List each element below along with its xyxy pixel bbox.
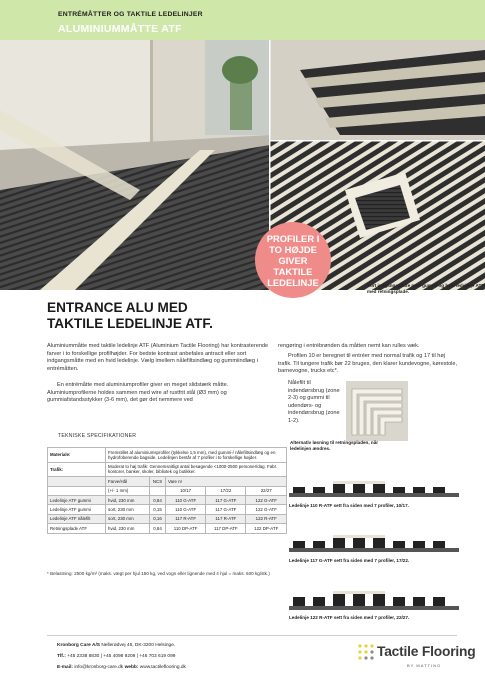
spec-cell: 110 G-ATF [166,495,206,504]
spec-cell: hvid, 230 mm [106,495,150,504]
spec-subheader: 22/27 [246,486,287,495]
corner-profile-image [346,381,408,441]
spec-cell: sort, 230 mm [106,514,150,523]
tactile-flooring-logo-icon [357,643,375,661]
spec-cell: 0,15 [150,505,166,514]
spec-cell: 122 G-ATF [246,495,287,504]
header-banner [0,0,485,40]
footer-email-label: E-mail: [57,665,73,670]
spec-cell: Retningsplade ATF [48,524,106,533]
spec-cell: 117 G-ATF [206,495,246,504]
spec-data-row [48,524,287,533]
spec-cell: 122 G-ATF [246,505,287,514]
footer-web-link[interactable]: www.tactileflooring.dk [139,665,186,670]
spec-footnote: * Belastning: 2500 kg/m² (maks. vægt per hjul 150 kg, ved vogn eller lignende med 4 hjul = maks. 600 kg/stk.) [47,571,270,576]
footer-web-label: webb: [124,665,139,670]
spec-cell: sort, 230 mm [106,505,150,514]
spec-cell: 117 R-ATF [166,514,206,523]
brand-subline: BY MATTING [407,663,442,668]
body-paragraph: Nålefilt til indendørsbrug (zone 2-3) og gummi til udendørs- og indendørsbrug (zone 1-2). [288,380,340,424]
profile-caption: Ledelinje 122 R-ATF sett fra siden med 7 profiler, 22/27. [289,615,410,620]
badge-line: LEDELINJE [267,276,319,288]
badge-line: TAKTILE [273,265,313,277]
spec-row [48,462,287,477]
spec-cell: 122 R-ATF [246,514,287,523]
footer-contact-line [57,665,186,671]
footer-tel-label: Tlf.: [57,654,66,659]
footer-company: Kronborg Care A/S [57,643,100,648]
spec-subheader: 17/22 [206,486,246,495]
spec-cell [48,477,106,486]
spec-label: Materiale: [48,448,106,463]
spec-cell: 117 G-ATF [206,505,246,514]
spec-header: Vare nr [166,477,287,486]
spec-cell: Ledelinje ATF gummi [48,495,106,504]
header-title: ENTRÉMÅTTER OG TAKTILE LEDELINJER [58,11,203,18]
spec-data-row [48,495,287,504]
spec-cell [150,486,166,495]
badge-line: PROFILER I [266,232,320,244]
brand-name: Tactile Flooring [377,644,476,659]
spec-label: Trafik: [48,462,106,477]
spec-cell [48,486,106,495]
spec-subheader-row [48,486,287,495]
spec-header: NCS [150,477,166,486]
spec-cell: 0,84 [150,495,166,504]
spec-data-row [48,505,287,514]
footer-tel: +45 2338 8830 | +45 4098 9209 | +46 703 619 099 [67,654,176,659]
profile-diagram-10-17 [289,479,459,503]
photo-caption: Sort indgangsmåtte med gummi og hvid ledelinje ATF med retningsplade. [367,283,485,294]
badge-line: TO HØJDE [269,243,317,255]
spec-subheader: 10/17 [166,486,206,495]
spec-data-row [48,514,287,523]
body-paragraph: En entrémåtte med aluminiumprofiler giver en meget slidstærk måtte. Aluminiumprofilerne holdes sammen med wire af rustfrit stål (Ø3 mm) og gummiafstandsstykker (3-6 mm), det gør det nemmere ved [47,382,229,404]
profile-diagram-22-27 [289,591,459,615]
spec-row [48,448,287,463]
spec-value: Fremstillet af aluminiumsprofiler (tykkelse 1,5 mm), med gummi-/ nålefiltsindlæg og en hydrofoberende bagside. Ledelinjen består af 7 profiler i to forskellige højder. [106,448,287,463]
body-paragraph: Aluminiummåtte med taktile ledelinje ATF (Aluminium Tactile Flooring) har kontrasterende farver i to forskellige profilhøjder. For bedste kontrast anbefales antracit eller sort indgangsmåtte med en hvid ledelinje. Vælg imellem nålefiltsindlæg og gummiindlæg i entrémåtten. [47,343,269,372]
spec-subheader: (+/- 1 mm) [106,486,150,495]
spec-cell: Ledelinje ATF nålefilt [48,514,106,523]
spec-cell: 110 DP-ATF [166,524,206,533]
highlight-badge [255,222,331,298]
spec-cell: Ledelinje ATF gummi [48,505,106,514]
headline-line: ENTRANCE ALU MED [47,300,188,315]
profile-caption: Ledelinje 110 R-ATF sett fra siden med 7 profiler, 10/17. [289,503,409,508]
body-paragraph: Profilen 10 er beregnet til entréer med normal trafik og 17 til høj trafik. Til tungere trafik bør 22 bruges, den klarer kundevogne, kørestole, barnevogne, trucks etc*. [278,353,458,375]
spec-cell: hvid, 230 mm [106,524,150,533]
spec-header-row [48,477,287,486]
badge-line: GIVER [278,254,308,266]
spec-cell: 117 R-ATF [206,514,246,523]
spec-title: TEKNISKE SPECIFIKATIONER [58,433,137,439]
profile-caption: Ledelinje 117 G-ATF sett fra siden med 7 profiler, 17/22. [289,558,410,563]
profile-diagram-17-22 [289,534,459,558]
corner-profile-caption: Alternativ løsning til retningspladen, når ledelinjen ændres. [290,440,379,451]
footer-address-line [57,643,175,649]
body-paragraph: rengøring i entrébrønden da måtten nemt kan rulles væk. [278,343,420,349]
spec-cell: 0,16 [150,514,166,523]
spec-cell: 117 DP-ATF [206,524,246,533]
footer-phone-line [57,654,175,660]
footer-address: Nellerødvej 45, DK-3200 Helsinge. [101,643,176,648]
headline-line: TAKTILE LEDELINJE ATF. [47,316,213,331]
header-subtitle: ALUMINIUMMÅTTE ATF [58,23,182,35]
spec-header: Farve/Hål [106,477,150,486]
spec-cell: 122 DP-ATF [246,524,287,533]
footer-divider [47,635,457,636]
spec-cell: 110 G-ATF [166,505,206,514]
footer-email-link[interactable]: info@kronborg-care.dk [74,665,124,670]
article-headline [47,300,213,332]
hero-photo [0,40,485,290]
spec-value: Moderat to høj trafik: Gennemsnitligt antal besøgende <1000-2500 personer/dag. Fabr. kontorer, banker, skoler, bibliotek og butikker. [106,462,287,477]
spec-table [47,447,287,534]
spec-cell: 0,84 [150,524,166,533]
hero-photo-illustration [0,40,485,290]
